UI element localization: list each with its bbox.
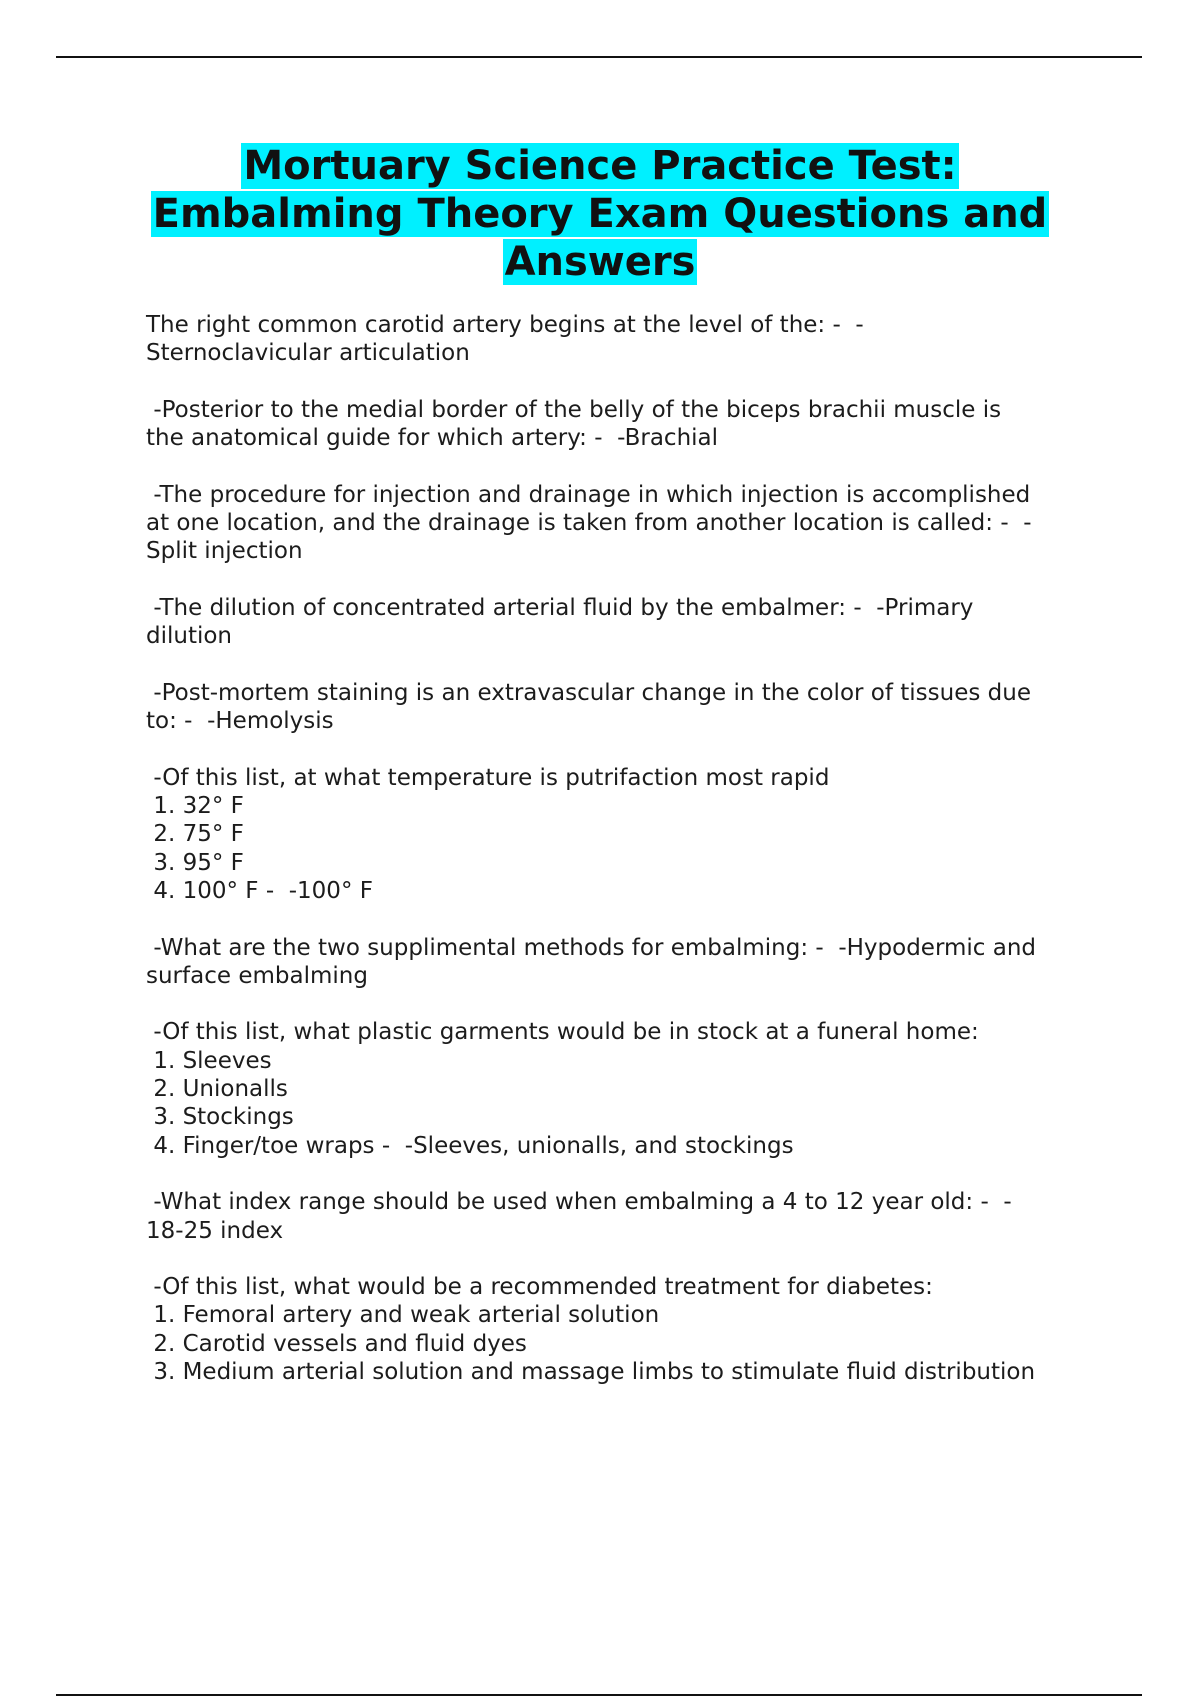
question-item: -Of this list, at what temperature is putrifaction most rapid 1. 32° F 2. 75° F 3. 95° F 4. 100° F - -100° F: [153, 764, 830, 904]
question-item: -Posterior to the medial border of the belly of the biceps brachii muscle is the anatomical guide for which artery: - -Brachial: [146, 396, 1002, 452]
question-list: [146, 311, 1096, 1415]
title-line-2: Embalming Theory Exam Questions and: [152, 191, 1048, 237]
question-item: -Post-mortem staining is an extravascular change in the color of tissues due to: - -Hemolysis: [146, 679, 1031, 735]
question-item: -What are the two supplimental methods for embalming: - -Hypodermic and surface embalming: [146, 934, 1037, 989]
question-item: The right common carotid artery begins at the level of the: - - Sternoclavicular articulation: [146, 312, 864, 367]
title-line-3: Answers: [504, 239, 696, 285]
title-line-1: Mortuary Science Practice Test:: [243, 143, 957, 189]
question-item: -The dilution of concentrated arterial fluid by the embalmer: - -Primary dilution: [146, 594, 974, 650]
page-title: [100, 142, 1100, 286]
question-item: -Of this list, what plastic garments would be in stock at a funeral home: 1. Sleeves 2. Unionalls 3. Stockings 4. Finger/toe wraps - -Sleeves, unionalls, and stockings: [153, 1019, 979, 1159]
question-item: -What index range should be used when embalming a 4 to 12 year old: - - 18-25 index: [146, 1189, 1012, 1244]
top-rule: [56, 56, 1142, 58]
bottom-rule: [56, 1694, 1142, 1696]
question-item: -Of this list, what would be a recommended treatment for diabetes: 1. Femoral artery and weak arterial solution 2. Carotid vessels and fluid dyes 3. Medium arterial solution and massage limbs to stimulate fluid distribution: [153, 1274, 1036, 1385]
question-item: -The procedure for injection and drainage in which injection is accomplished at one location, and the drainage is taken from another location is called: - - Split injection: [146, 481, 1032, 565]
